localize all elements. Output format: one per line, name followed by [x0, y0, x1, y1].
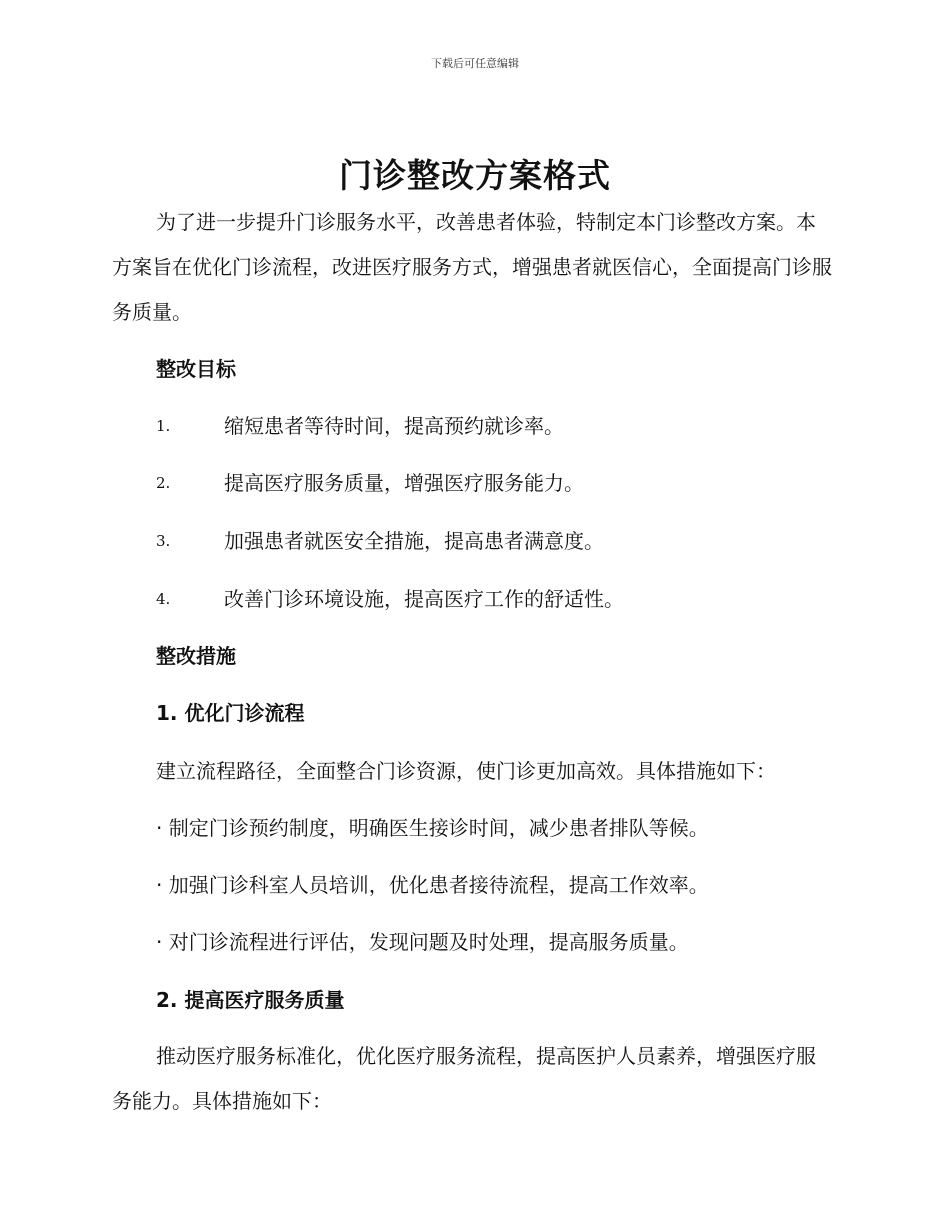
intro-paragraph: 为了进一步提升门诊服务水平，改善患者体验，特制定本门诊整改方案。本方案旨在优化门诊流程，改进医疗服务方式，增强患者就医信心，全面提高门诊服务质量。 [112, 210, 832, 324]
list-item-number: 2. [156, 474, 171, 492]
list-item-number: 1. [156, 417, 171, 435]
header-note: 下载后可任意编辑 [431, 57, 519, 70]
bullet-item: · 加强门诊科室人员培训，优化患者接待流程，提高工作效率。 [156, 873, 709, 897]
goals-heading: 整改目标 [156, 357, 236, 381]
section1-heading: 1. 优化门诊流程 [156, 701, 305, 725]
section2-heading: 2. 提高医疗服务质量 [156, 988, 345, 1012]
bullet-item: · 对门诊流程进行评估，发现问题及时处理，提高服务质量。 [156, 930, 689, 954]
list-item-number: 3. [156, 532, 171, 550]
list-item-text: 加强患者就医安全措施，提高患者满意度。 [224, 529, 604, 553]
list-item-text: 缩短患者等待时间，提高预约就诊率。 [224, 414, 564, 438]
section2-intro: 推动医疗服务标准化，优化医疗服务流程，提高医护人员素养，增强医疗服务能力。具体措施如下： [112, 1044, 816, 1113]
section1-intro: 建立流程路径，全面整合门诊资源，使门诊更加高效。具体措施如下： [156, 759, 776, 783]
list-item-text: 改善门诊环境设施，提高医疗工作的舒适性。 [224, 587, 624, 611]
bullet-item: · 制定门诊预约制度，明确医生接诊时间，减少患者排队等候。 [156, 816, 709, 840]
page-title: 门诊整改方案格式 [339, 156, 611, 195]
measures-heading: 整改措施 [156, 644, 236, 668]
list-item-number: 4. [156, 590, 171, 608]
list-item-text: 提高医疗服务质量，增强医疗服务能力。 [224, 471, 584, 495]
